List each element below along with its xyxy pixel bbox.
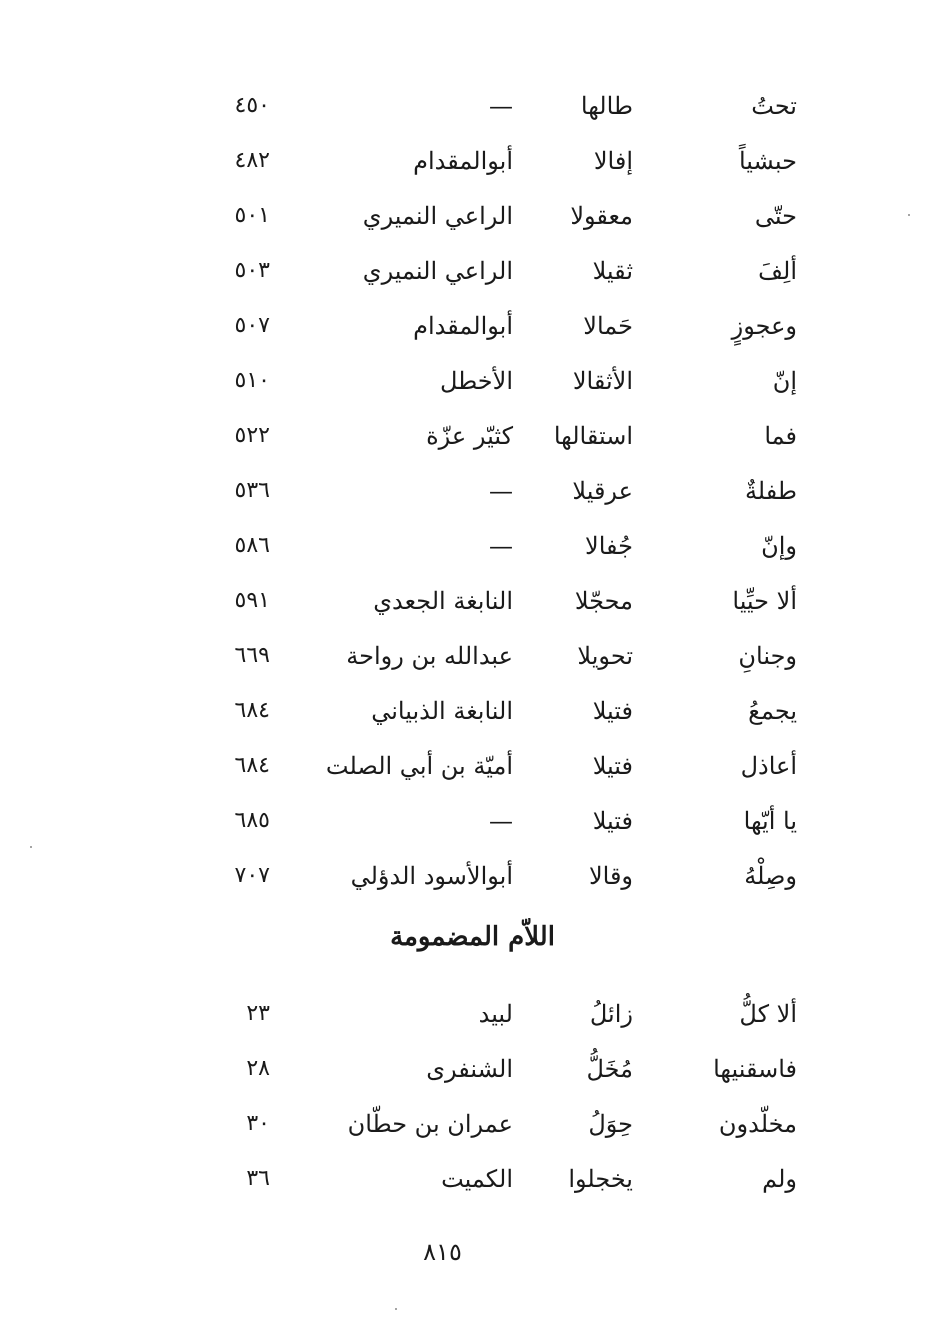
first-word: وعجوزٍ [731,312,797,340]
poet-name: — [489,532,513,560]
poet-name: الأخطل [439,367,513,395]
page-ref: ٥١٠ [234,368,270,393]
page-ref: ٣٠ [246,1111,270,1136]
page-ref: ٥٩١ [234,588,270,613]
first-word: حبشياً [738,147,797,175]
page-ref: ٢٨ [246,1056,270,1081]
rhyme-word: حَمالا [583,312,633,340]
poet-name: لبيد [478,1000,513,1028]
page-ref: ٢٣ [246,1001,270,1026]
first-word: مخلّدون [718,1110,797,1138]
page-ref: ٥٠٧ [234,313,270,338]
page-ref: ٣٦ [246,1166,270,1191]
poet-name: كثيّر عزّة [426,422,513,450]
rhyme-word: زائلُ [589,1000,633,1028]
poet-name: — [489,807,513,835]
poet-name: عبدالله بن رواحة [346,642,513,670]
poet-name: النابغة الذبياني [371,697,513,725]
first-word: ألا حيِّيا [732,587,797,615]
rhyme-word: عرقيلا [572,477,633,505]
page-ref: ٤٨٢ [234,148,270,173]
table-row [0,793,945,849]
rhyme-word: معقولا [570,202,633,230]
table-row [0,353,945,409]
rhyme-word: مُخَلُّ [586,1055,633,1083]
table-row [0,518,945,574]
table-row [0,188,945,244]
table-row [0,986,945,1042]
page-ref: ٥٠٣ [234,258,270,283]
page-ref: ٤٥٠ [234,93,270,118]
first-word: طفلةٌ [744,477,797,505]
poet-name: — [489,92,513,120]
first-word: أعاذل [740,752,797,780]
first-word: وإنّ [761,532,797,560]
table-row [0,573,945,629]
table-row [0,243,945,299]
poet-name: أبوالمقدام [413,147,513,175]
first-word: إنّ [772,367,797,395]
table-row [0,463,945,519]
table-row [0,1041,945,1097]
poet-name: أميّة بن أبي الصلت [325,752,513,780]
first-word: يا أيّها [743,807,797,835]
first-word: فما [764,422,797,450]
page-ref: ٥٠١ [234,203,270,228]
page-ref: ٥٢٢ [234,423,270,448]
rhyme-word: حِوَلُ [588,1110,633,1138]
rhyme-word: الأثقالا [572,367,633,395]
poet-name: — [489,477,513,505]
scan-speck [30,846,32,848]
page-ref: ٦٨٤ [234,698,270,723]
first-word: يجمعُ [748,697,797,725]
rhyme-word: فتيلا [592,807,633,835]
rhyme-word: فتيلا [592,697,633,725]
rhyme-word: طالها [580,92,633,120]
rhyme-word: وقالا [588,862,633,890]
first-word: حتّى [754,202,797,230]
table-row [0,298,945,354]
table-row [0,848,945,904]
table-row [0,1096,945,1152]
rhyme-word: استقالها [553,422,633,450]
first-word: تحتُ [751,92,797,120]
table-row [0,133,945,189]
poet-name: أبوالمقدام [413,312,513,340]
table-row [0,1151,945,1207]
first-word: وجنانِ [738,642,797,670]
table-row [0,408,945,464]
poet-name: الراعي النميري [362,202,513,230]
scan-speck [395,1308,397,1310]
rhyme-word: ثقيلا [592,257,633,285]
first-word: ألا كلُّ [739,1000,797,1028]
poet-name: النابغة الجعدي [373,587,513,615]
poet-name: أبوالأسود الدؤلي [350,862,513,890]
first-word: وصِلْهُ [744,862,797,890]
table-row [0,683,945,739]
first-word: ولم [762,1165,797,1193]
rhyme-word: فتيلا [592,752,633,780]
table-row [0,628,945,684]
rhyme-word: تحويلا [577,642,633,670]
rhyme-word: يخجلوا [568,1165,633,1193]
rhyme-word: محجّلا [574,587,633,615]
poet-name: الشنفرى [426,1055,513,1083]
poet-name: الكميت [441,1165,513,1193]
page-ref: ٧٠٧ [234,863,270,888]
scan-speck [908,214,910,216]
first-word: فاسقنيها [713,1055,797,1083]
page-number: ٨١٥ [423,1238,462,1266]
rhyme-word: إفالا [593,147,633,175]
page-ref: ٥٣٦ [234,478,270,503]
first-word: ألِفَ [758,257,797,285]
poet-name: عمران بن حطّان [347,1110,513,1138]
table-row [0,738,945,794]
page-ref: ٥٨٦ [234,533,270,558]
table-row [0,78,945,134]
page-ref: ٦٨٤ [234,753,270,778]
poet-name: الراعي النميري [362,257,513,285]
rhyme-word: جُفالا [585,532,633,560]
page-ref: ٦٨٥ [234,808,270,833]
page-ref: ٦٦٩ [234,643,270,668]
section-heading: اللاّم المضمومة [390,922,555,952]
